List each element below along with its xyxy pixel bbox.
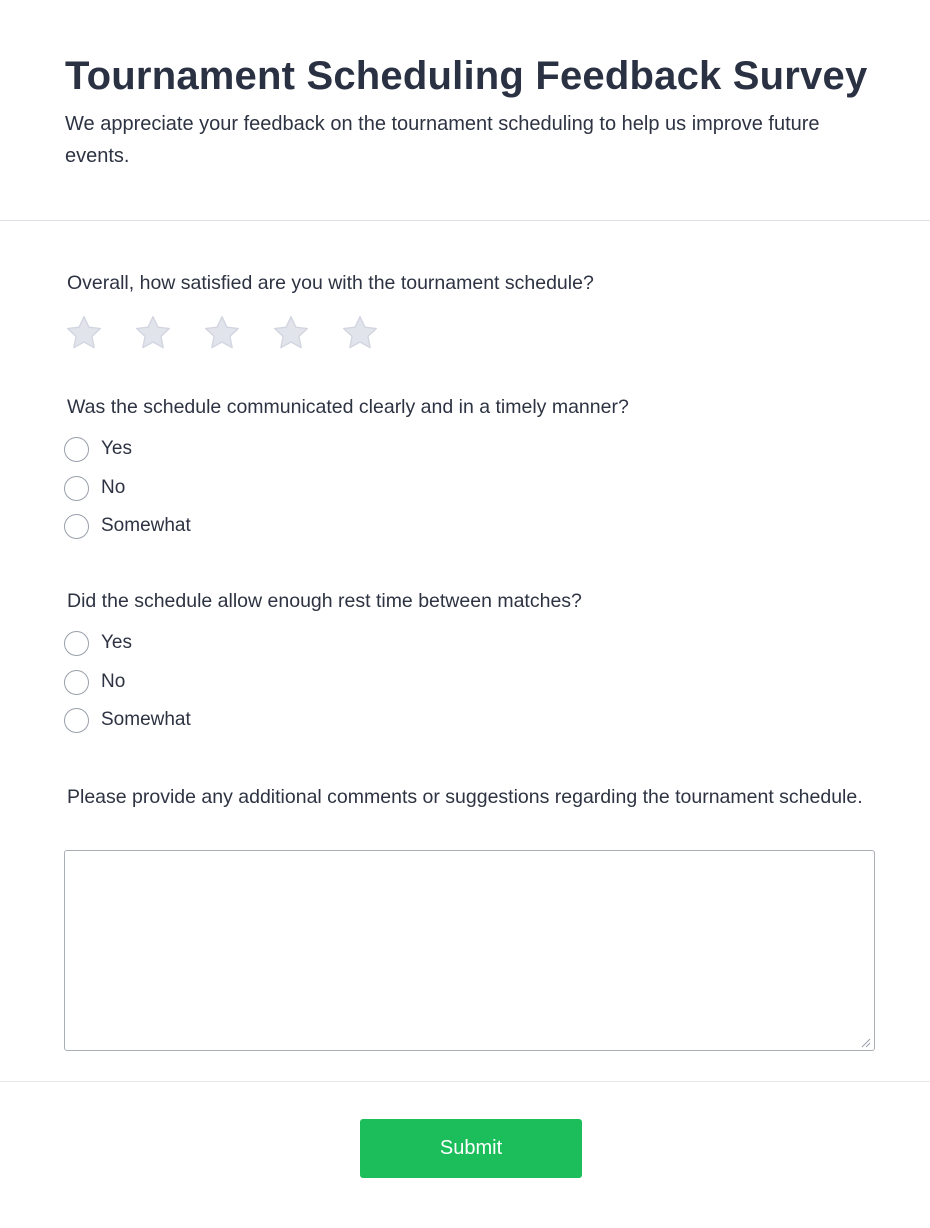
star-5-icon[interactable] [340,313,380,353]
footer-divider [0,1081,930,1082]
survey-header [0,0,930,221]
page-subtitle: We appreciate your feedback on the tournament scheduling to help us improve future events. [65,113,820,167]
rest-time-question: Did the schedule allow enough rest time between matches? [67,590,582,612]
option-label: Yes [101,632,132,653]
option-label: No [101,671,126,692]
star-1-icon[interactable] [64,313,104,353]
comments-textarea[interactable] [64,850,875,1051]
option-label: Yes [101,438,132,459]
comments-question: Please provide any additional comments or suggestions regarding the tournament schedule. [67,786,863,808]
star-4-icon[interactable] [271,313,311,353]
submit-button[interactable]: Submit [360,1119,582,1178]
radio-button[interactable] [64,708,89,733]
radio-button[interactable] [64,437,89,462]
star-2-icon[interactable] [133,313,173,353]
option-label: No [101,477,126,498]
radio-button[interactable] [64,670,89,695]
option-label: Somewhat [101,709,191,730]
star-3-icon[interactable] [202,313,242,353]
page-title: Tournament Scheduling Feedback Survey [65,54,868,98]
option-label: Somewhat [101,515,191,536]
rating-question: Overall, how satisfied are you with the tournament schedule? [67,272,594,294]
radio-button[interactable] [64,476,89,501]
communication-question: Was the schedule communicated clearly and in a timely manner? [67,396,629,418]
radio-button[interactable] [64,514,89,539]
resize-grip-icon[interactable] [859,1036,871,1048]
radio-button[interactable] [64,631,89,656]
